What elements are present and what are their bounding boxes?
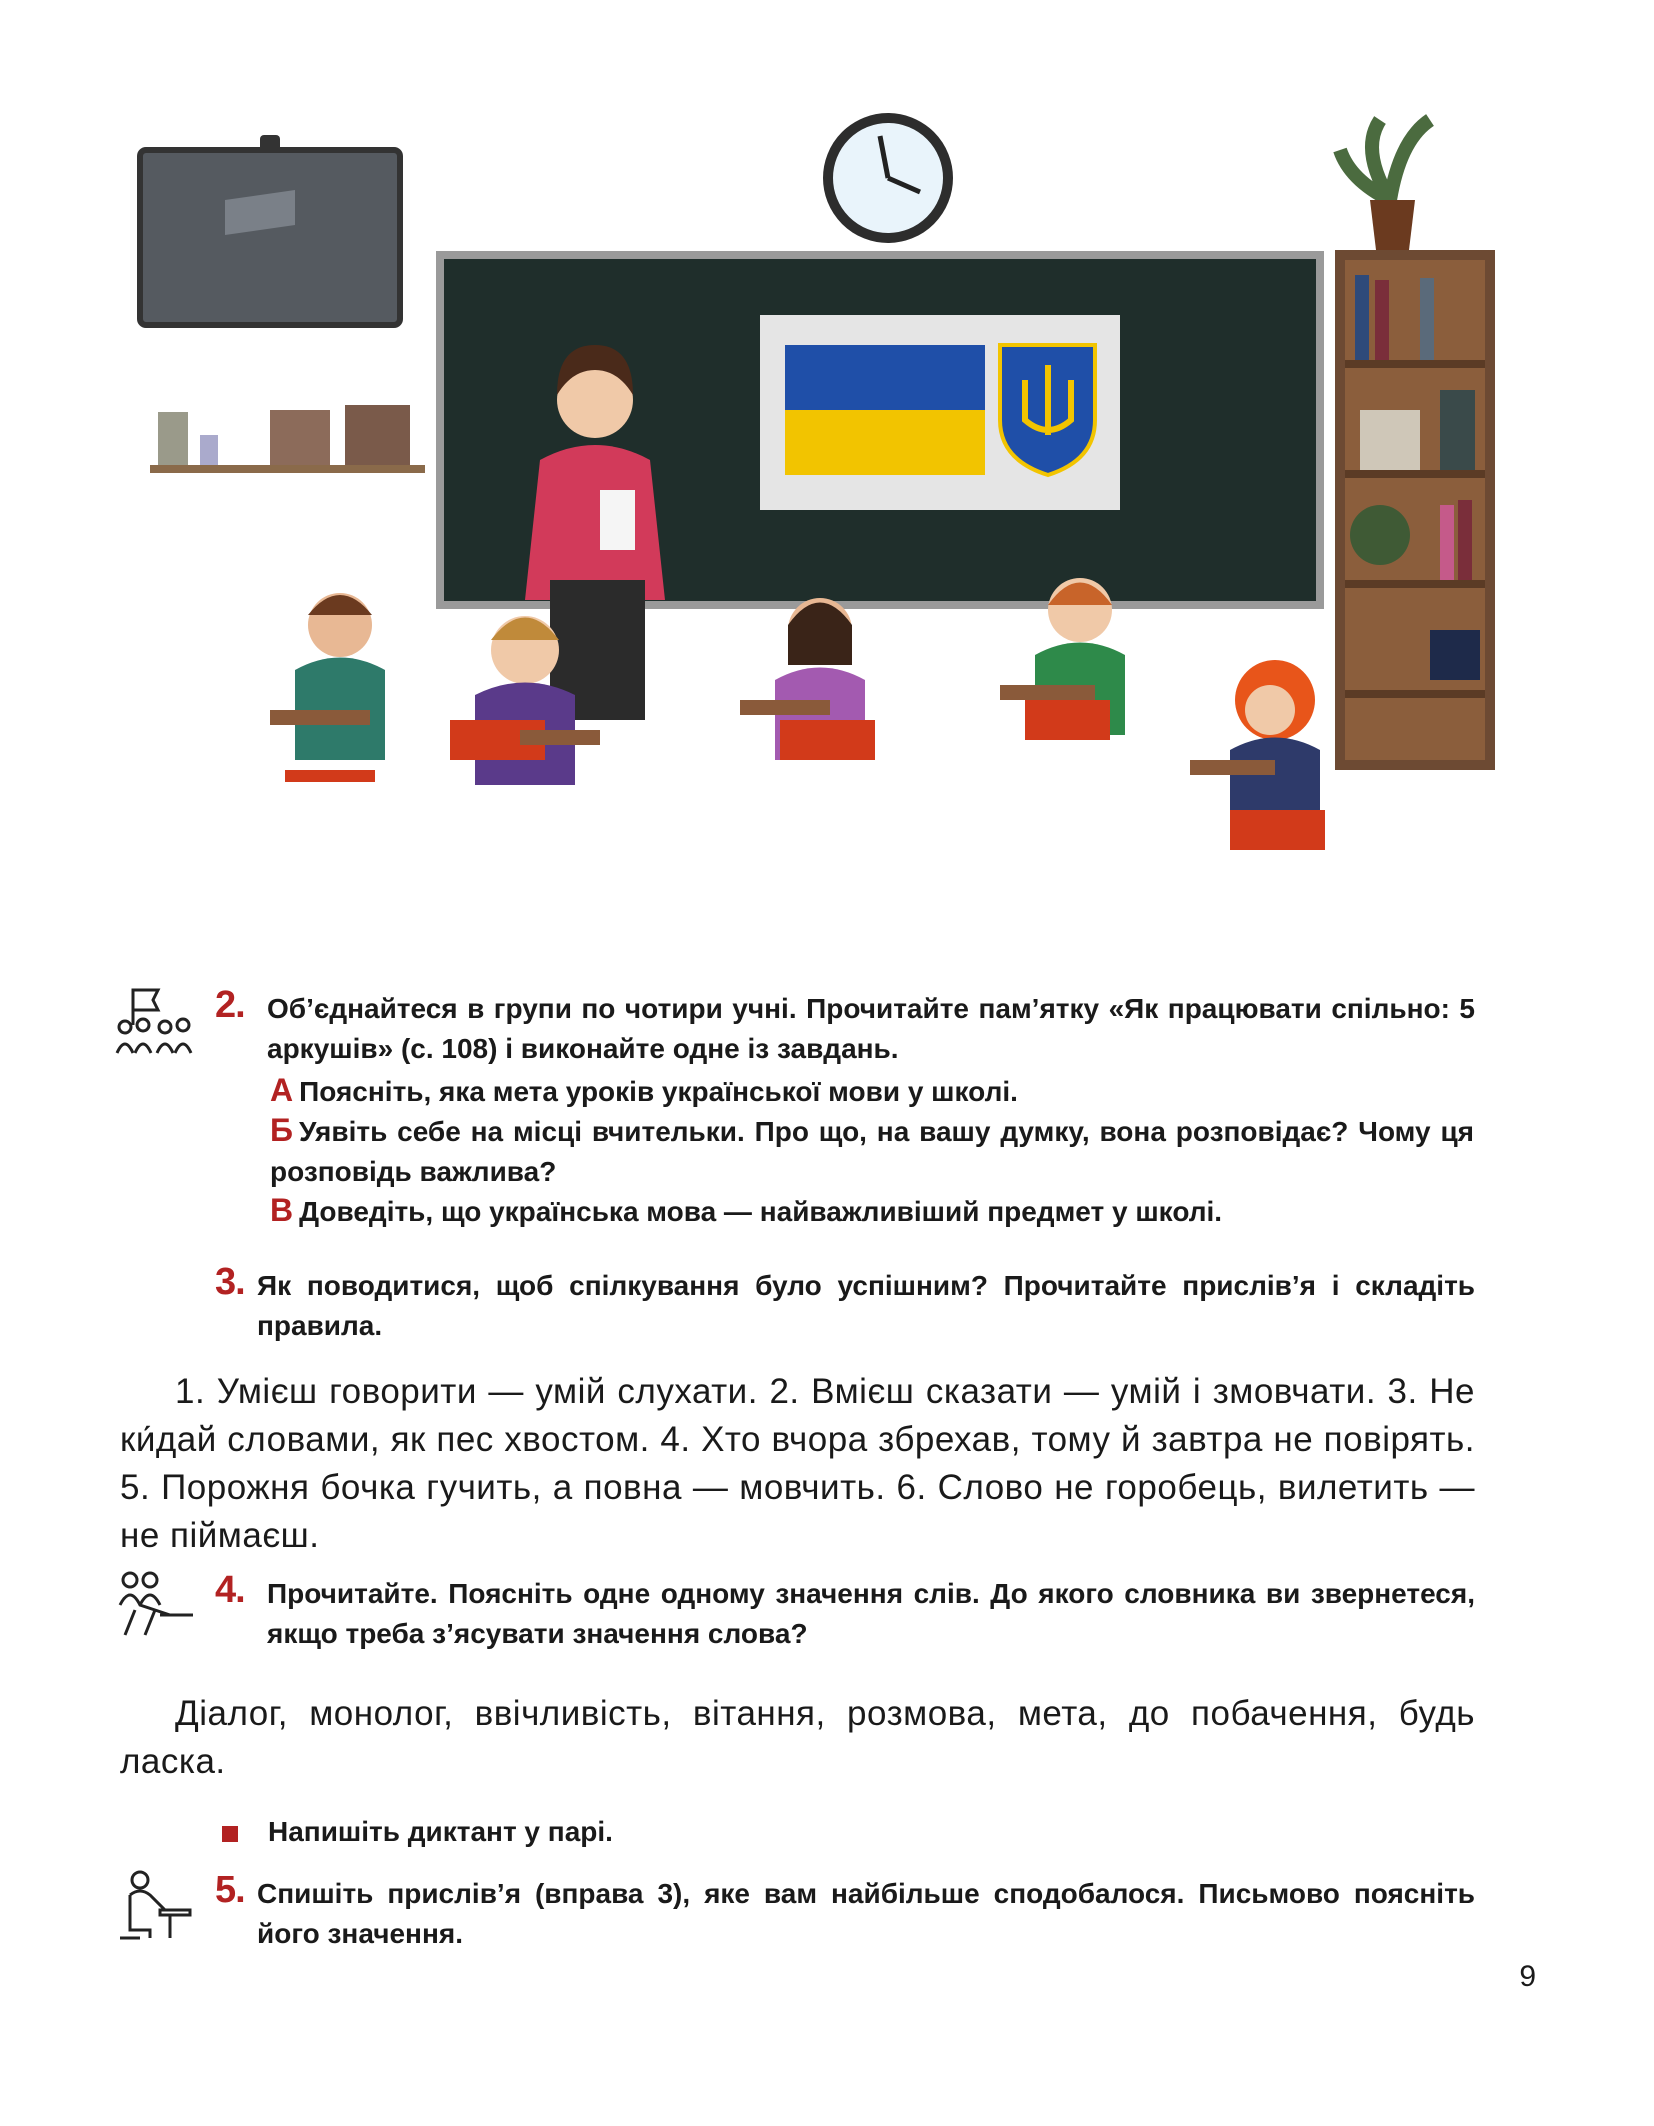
option-text: Поясніть, яка мета уроків української мови у школі.	[299, 1076, 1018, 1107]
task-2-option-b	[270, 1110, 1474, 1192]
tv-icon	[140, 135, 400, 325]
proverbs-text: 1. Умієш говорити — умій слухати. 2. Вмієш сказати — умій і змовчати. 3. Не ки́дай словами, як пес хвостом. 4. Хто вчора збрехав, тому й завтра не повірять. 5. Порожня бочка гучить, а повна — мовчить. 6. Слово не горобець, вилетить — не піймаєш.	[120, 1372, 1475, 1555]
option-letter: А	[270, 1072, 294, 1108]
option-text: Уявіть себе на місці вчительки. Про що, на вашу думку, вона розповідає? Чому ця розповідь важлива?	[270, 1116, 1474, 1187]
plant-icon	[1340, 120, 1430, 250]
task-5	[115, 1870, 1475, 1950]
page-number: 9	[1519, 1960, 1536, 1993]
pair-work-icon	[115, 1570, 195, 1640]
task-5-text: Спишіть прислів’я (вправа 3), яке вам найбільше сподобалося. Письмово поясніть його значення.	[257, 1878, 1475, 1949]
flag-icon	[785, 345, 985, 475]
wall-shelf	[150, 405, 425, 473]
task-4-number: 4.	[215, 1569, 245, 1611]
student	[740, 598, 875, 760]
trident-icon	[1000, 345, 1095, 475]
bullet-square	[222, 1826, 238, 1842]
task-3-text: Як поводитися, щоб спілкування було успішним? Прочитайте прислів’я і складіть правила.	[257, 1270, 1475, 1341]
task-2-option-c	[270, 1190, 1474, 1232]
task-4-text: Прочитайте. Поясніть одне одному значення слів. До якого словника ви звернетеся, якщо треба з’ясувати значення слова?	[267, 1578, 1475, 1649]
task-3-number: 3.	[215, 1261, 245, 1303]
student	[1190, 660, 1325, 850]
dictionary-words: Діалог, монолог, ввічливість, вітання, розмова, мета, до побачення, будь ласка.	[120, 1694, 1475, 1781]
option-letter: В	[270, 1192, 294, 1228]
dictation-instruction: Напишіть диктант у парі.	[268, 1816, 613, 1847]
task-2-option-a	[270, 1070, 1474, 1112]
task-2-number: 2.	[215, 984, 245, 1026]
group-work-icon	[115, 985, 195, 1055]
students	[270, 578, 1325, 850]
task-4	[115, 1570, 1475, 1650]
task-5-number: 5.	[215, 1869, 245, 1911]
option-letter: Б	[270, 1112, 293, 1148]
writing-icon	[115, 1870, 195, 1940]
clock-icon	[828, 118, 948, 238]
classroom-illustration	[120, 110, 1540, 960]
task-3	[115, 1262, 1475, 1342]
bookshelf-icon	[1335, 250, 1495, 770]
student	[270, 593, 385, 782]
option-text: Доведіть, що українська мова — найважливіший предмет у школі.	[299, 1196, 1223, 1227]
task-2-text: Об’єднайтеся в групи по чотири учні. Прочитайте пам’ятку «Як працювати спільно: 5 аркушів» (с. 108) і виконайте одне із завдань.	[267, 993, 1475, 1064]
task-2	[115, 985, 1475, 1065]
